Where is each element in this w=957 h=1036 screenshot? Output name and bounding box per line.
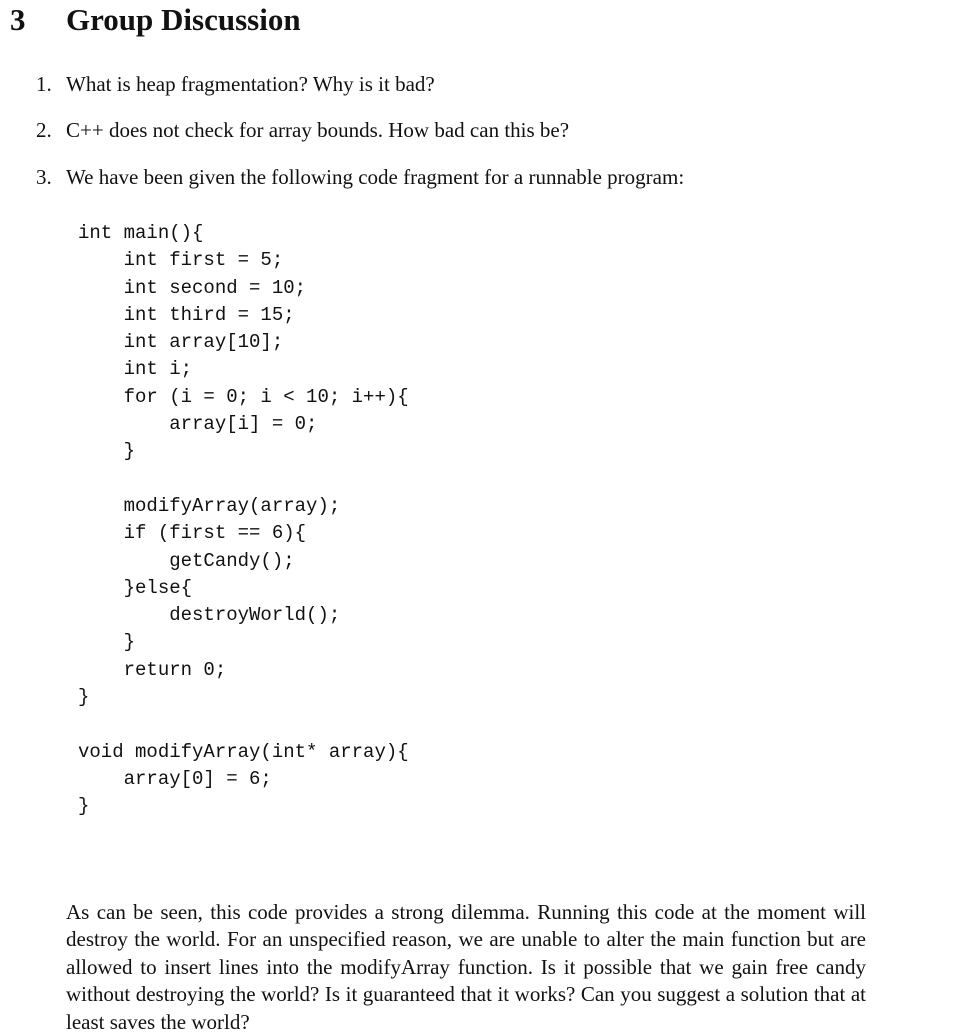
code-line: array[0] = 6; — [78, 767, 272, 790]
code-line: if (first == 6){ — [78, 522, 307, 545]
question-text: What is heap fragmentation? Why is it bad? — [66, 72, 435, 96]
question-number: 1. — [36, 72, 52, 96]
question-item-2 — [36, 118, 569, 143]
question-item-3 — [36, 165, 684, 190]
code-line: int first = 5; — [78, 249, 284, 272]
code-line: int main(){ — [78, 222, 204, 244]
question-number: 3. — [36, 165, 52, 189]
code-line: } — [78, 440, 136, 463]
code-line: for (i = 0; i < 10; i++){ — [78, 385, 409, 408]
code-line-blank — [78, 711, 409, 738]
code-block — [78, 220, 409, 821]
code-line: } — [78, 795, 90, 818]
code-line: getCandy(); — [78, 549, 295, 572]
code-line: destroyWorld(); — [78, 604, 341, 627]
question-text: C++ does not check for array bounds. How bad can this be? — [66, 118, 570, 142]
closing-paragraph: As can be seen, this code provides a strong dilemma. Running this code at the moment will destroy the world. For an unspecified reason, we are unable to alter the main function but are allowed to insert lines into the modifyArray function. Is it possible that we gain free candy without destroying the world? Is it guaranteed that it works? Can you suggest a solution that at least saves the world? — [66, 900, 866, 1034]
section-title: Group Discussion — [66, 2, 301, 37]
code-line: int i; — [78, 358, 193, 381]
code-line: } — [78, 686, 90, 709]
code-line-blank — [78, 466, 409, 493]
code-line: void modifyArray(int* array){ — [78, 740, 409, 763]
question-number: 2. — [36, 118, 52, 142]
section-heading — [10, 2, 301, 38]
code-line: modifyArray(array); — [78, 494, 341, 517]
question-item-1 — [36, 72, 435, 97]
code-line: int array[10]; — [78, 331, 284, 354]
code-line: array[i] = 0; — [78, 413, 318, 436]
code-line: int second = 10; — [78, 276, 307, 299]
code-line: }else{ — [78, 576, 193, 599]
code-line: } — [78, 631, 136, 654]
code-line: return 0; — [78, 658, 227, 681]
code-line: int third = 15; — [78, 303, 295, 326]
question-text: We have been given the following code fragment for a runnable program: — [66, 165, 685, 189]
section-number: 3 — [10, 2, 26, 37]
